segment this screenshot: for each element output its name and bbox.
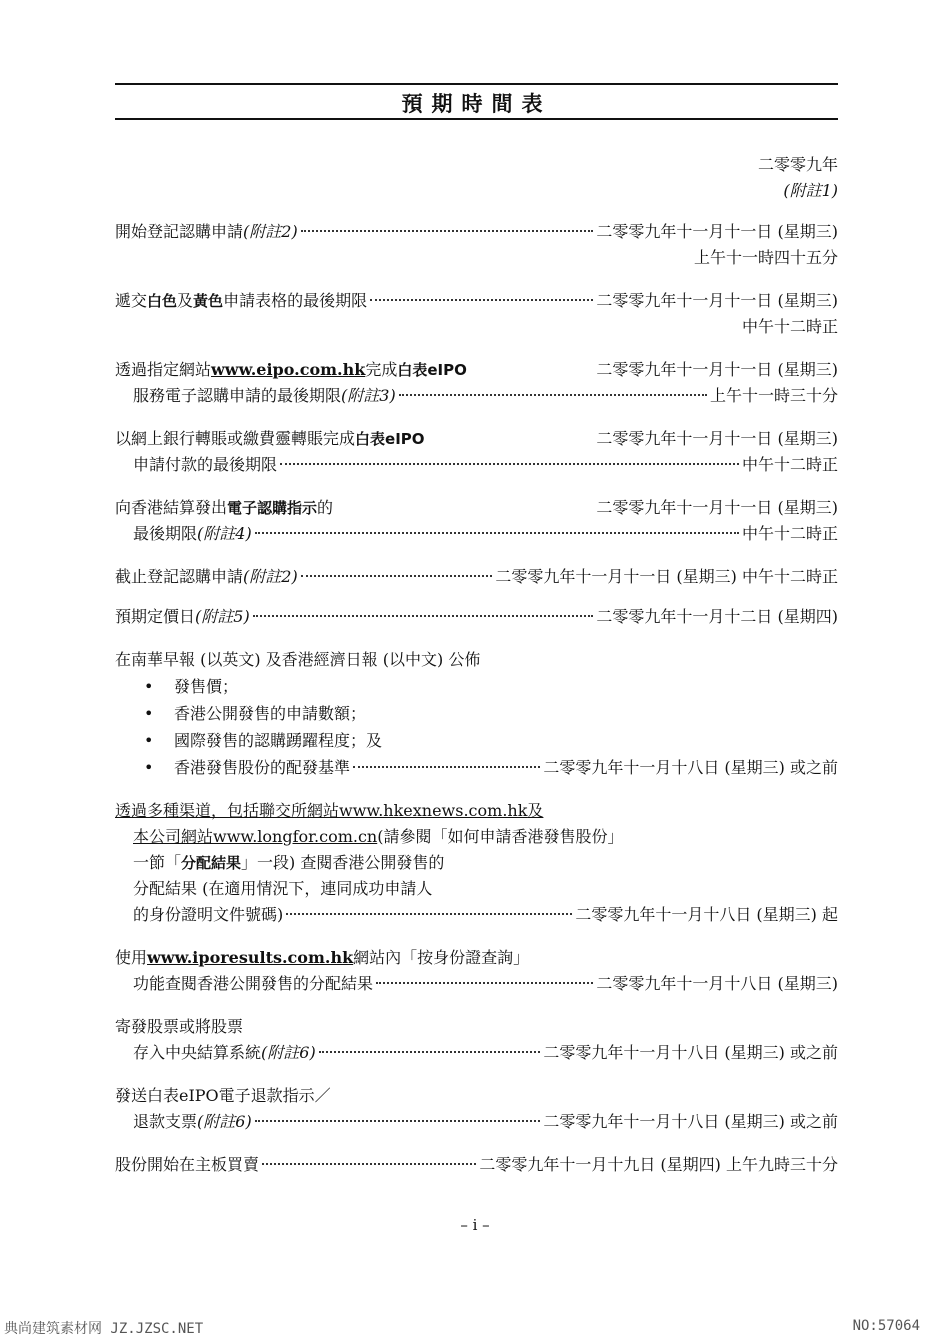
dot-leader [301, 565, 493, 577]
dot-leader [253, 605, 594, 617]
schedule-row: 最後期限 (附註4) 中午十二時正 [133, 522, 838, 546]
row-date: 二零零九年十一月十九日 (星期四) 上午九時三十分 [479, 1155, 838, 1174]
row-label-yellow: 黃色 [193, 292, 224, 310]
dot-leader [353, 756, 540, 768]
row-note: (附註5) [195, 607, 250, 626]
page-number: – i – [460, 1216, 490, 1234]
schedule-row [115, 220, 838, 244]
schedule-row: 股份開始在主板買賣 二零零九年十一月十九日 (星期四) 上午九時三十分 [115, 1153, 838, 1177]
bullet-item: 國際發售的認購踴躍程度；及 [174, 731, 383, 750]
title-rule [115, 118, 838, 120]
schedule-row [115, 289, 838, 313]
row-date: 二零零九年十一月十八日 (星期三) 起 [575, 905, 838, 924]
row-date: 二零零九年十一月十二日 (星期四) [596, 607, 838, 626]
row-label: 本公司網站www.longfor.com.cn(請參閱「如何申請香港發售股份」 [133, 827, 624, 846]
row-date: 二零零九年十一月十一日 (星期三) [596, 498, 838, 517]
row-date: 二零零九年十一月十八日 (星期三) 或之前 [543, 1043, 838, 1062]
link-iporesults[interactable]: www.iporesults.com.hk [147, 948, 354, 967]
link-hkexnews[interactable]: www.hkexnews.com.hk [339, 801, 528, 820]
dot-leader [370, 289, 593, 301]
schedule-row: 申請付款的最後期限 中午十二時正 [133, 453, 838, 477]
row-label-white: 白色 [147, 292, 178, 310]
row-note: (附註2) [243, 222, 298, 241]
dot-leader [280, 453, 739, 465]
year-note: (附註1) [783, 181, 838, 200]
dot-leader [376, 972, 593, 984]
page-title: 預期時間表 [401, 92, 552, 116]
schedule-row: 退款支票 (附註6) 二零零九年十一月十八日 (星期三) 或之前 [133, 1110, 838, 1134]
row-date: 二零零九年十一月十一日 (星期三) [596, 222, 838, 241]
row-note: (附註4) [197, 524, 252, 543]
row-date: 二零零九年十一月十八日 (星期三) [596, 974, 838, 993]
row-date: 二零零九年十一月十一日 (星期三) 中午十二時正 [495, 567, 838, 586]
row-time: 上午十一時三十分 [709, 386, 838, 405]
year-header: 二零零九年 [757, 155, 838, 174]
row-date: 二零零九年十一月十一日 (星期三) [596, 360, 838, 379]
bullet-item: 發售價； [174, 677, 239, 696]
link-longfor[interactable]: www.longfor.com.cn [213, 827, 378, 846]
row-note: (附註6) [261, 1043, 316, 1062]
schedule-row: 的身份證明文件號碼) 二零零九年十一月十八日 (星期三) 起 [133, 903, 838, 927]
top-rule [115, 83, 838, 85]
bullet-icon: • [144, 704, 154, 723]
row-time: 上午十一時四十五分 [693, 248, 838, 267]
row-note: (附註2) [243, 567, 298, 586]
bullet-icon: • [144, 758, 154, 777]
row-label: 分配結果 (在適用情況下，連同成功申請人 [133, 879, 433, 898]
row-label: 透過指定網站www.eipo.com.hk完成白表eIPO [115, 360, 467, 379]
schedule-row: 存入中央結算系統 (附註6) 二零零九年十一月十八日 (星期三) 或之前 [133, 1041, 838, 1065]
row-label: 以網上銀行轉賬或繳費靈轉賬完成白表eIPO [115, 429, 425, 448]
bullet-icon: • [144, 731, 154, 750]
row-label: 向香港結算發出電子認購指示的 [115, 498, 334, 517]
row-label: 開始登記認購申請 [115, 222, 244, 241]
row-note: (附註6) [197, 1112, 252, 1131]
row-date: 二零零九年十一月十一日 (星期三) [596, 429, 838, 448]
dot-leader [286, 903, 572, 915]
row-label: 寄發股票或將股票 [115, 1017, 244, 1036]
link-eipo[interactable]: www.eipo.com.hk [211, 360, 366, 379]
schedule-row: 功能查閱香港公開發售的分配結果 二零零九年十一月十八日 (星期三) [133, 972, 838, 996]
bullet-icon: • [144, 677, 154, 696]
watermark-left: 典尚建筑素材网 JZ.JZSC.NET [4, 1321, 204, 1337]
row-time: 中午十二時正 [741, 524, 838, 543]
dot-leader [255, 1110, 541, 1122]
row-label-and: 及 [177, 291, 194, 310]
bullet-item: 香港發售股份的配發基準 [174, 758, 351, 777]
row-label: 使用www.iporesults.com.hk網站內「按身份證查詢」 [115, 948, 530, 967]
row-time: 中午十二時正 [741, 455, 838, 474]
row-date: 二零零九年十一月十八日 (星期三) 或之前 [543, 1112, 838, 1131]
dot-leader [399, 384, 707, 396]
row-label: 發送白表eIPO電子退款指示／ [115, 1086, 331, 1105]
schedule-row: 服務電子認購申請的最後期限 (附註3) 上午十一時三十分 [133, 384, 838, 408]
row-date: 二零零九年十一月十八日 (星期三) 或之前 [543, 758, 838, 777]
row-date: 二零零九年十一月十一日 (星期三) [596, 291, 838, 310]
row-label: 一節「分配結果」一段) 查閱香港公開發售的 [133, 853, 445, 872]
schedule-row: 預期定價日 (附註5) 二零零九年十一月十二日 (星期四) [115, 605, 838, 629]
row-label: 在南華早報 (以英文) 及香港經濟日報 (以中文) 公佈 [115, 650, 481, 669]
row-note: (附註3) [341, 386, 396, 405]
row-time: 中午十二時正 [741, 317, 838, 336]
dot-leader [301, 220, 594, 232]
row-label-pre: 遞交 [115, 291, 148, 310]
row-label-post: 申請表格的最後期限 [223, 291, 368, 310]
dot-leader [262, 1153, 476, 1165]
row-label: 透過多種渠道，包括聯交所網站www.hkexnews.com.hk及 [115, 801, 544, 820]
watermark-right: NO:57064 [852, 1318, 920, 1334]
dot-leader [319, 1041, 541, 1053]
dot-leader [255, 522, 739, 534]
schedule-row: 截止登記認購申請 (附註2) 二零零九年十一月十一日 (星期三) 中午十二時正 [115, 565, 838, 589]
schedule-row [174, 756, 838, 780]
bullet-item: 香港公開發售的申請數額； [174, 704, 367, 723]
